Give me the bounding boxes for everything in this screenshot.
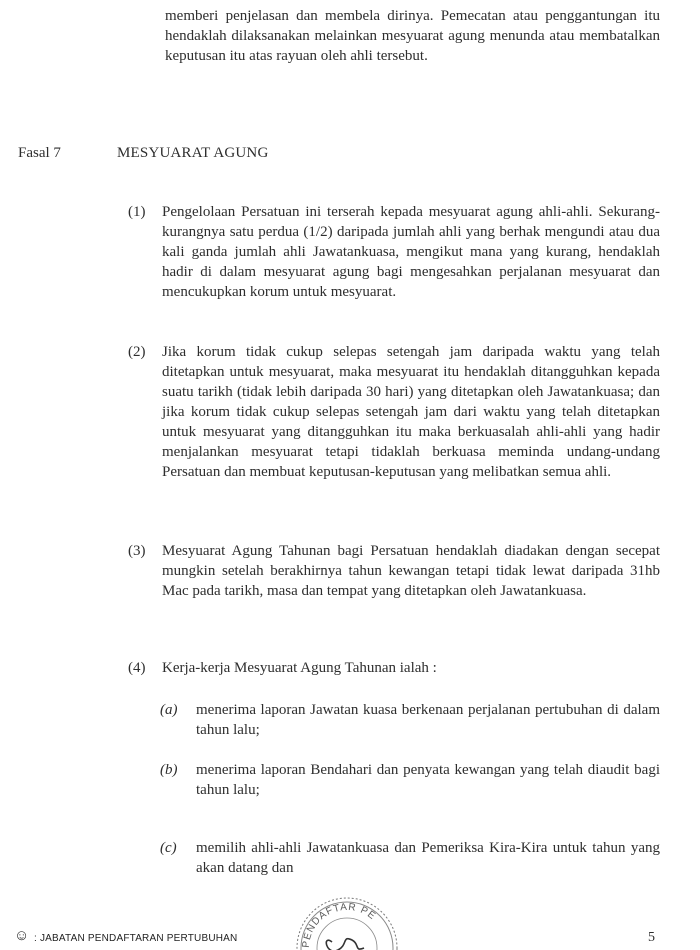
stamp-text: PENDAFTAR PE bbox=[300, 901, 378, 949]
paragraph-2 bbox=[128, 342, 660, 482]
section-title: MESYUARAT AGUNG bbox=[117, 145, 269, 161]
stamp-seal-icon bbox=[292, 890, 402, 950]
smiley-icon: ☺ bbox=[14, 928, 30, 944]
paragraph-number: (4) bbox=[128, 660, 146, 676]
subitem-text: memilih ahli-ahli Jawatankuasa dan Pemeriksa Kira-Kira untuk tahun yang akan datang dan bbox=[196, 840, 660, 876]
paragraph-text: Jika korum tidak cukup selepas setengah jam daripada waktu yang telah ditetapkan untuk mesyuarat, maka mesyuarat itu hendaklah ditangguhkan kepada suatu tarikh (tidak lebih daripada 30 hari) yang ditetapkan oleh Jawatankuasa; dan jika korum tidak cukup selepas setengah jam dari waktu yang telah ditetapkan untuk mesyuarat yang ditangguhkan itu maka berkuasalah ahli-ahli yang hadir menjalankan mesyuarat tetapi tidaklah berkuasa meminda undang-undang Persatuan dan membuat keputusan-keputusan yang melibatkan semua ahli. bbox=[162, 344, 660, 480]
subitem-c bbox=[160, 838, 660, 878]
paragraph-number: (2) bbox=[128, 344, 146, 360]
intro-paragraph: memberi penjelasan dan membela dirinya. Pemecatan atau penggantungan itu hendaklah dilaksanakan melainkan mesyuarat agung menunda atau membatalkan keputusan itu atas rayuan oleh ahli tersebut. bbox=[165, 8, 660, 64]
subitem-letter: (a) bbox=[160, 702, 178, 718]
paragraph-1 bbox=[128, 202, 660, 302]
paragraph-text: Pengelolaan Persatuan ini terserah kepada mesyuarat agung ahli-ahli. Sekurang-kurangnya satu perdua (1/2) daripada jumlah ahli yang berhak mengundi atau dua kali ganda jumlah ahli Jawatankuasa, mengikut mana yang kurang, hendaklah hadir di dalam mesyuarat agung bagi mengesahkan perjalanan mesyuarat dan mencukupkan korum untuk mesyuarat. bbox=[162, 204, 660, 300]
section-number: Fasal 7 bbox=[18, 145, 61, 161]
subitem-a bbox=[160, 700, 660, 740]
paragraph-number: (1) bbox=[128, 204, 146, 220]
official-stamp bbox=[292, 890, 402, 950]
signature-mark bbox=[326, 939, 364, 950]
subitem-b bbox=[160, 760, 660, 800]
subitem-text: menerima laporan Jawatan kuasa berkenaan perjalanan pertubuhan di dalam tahun lalu; bbox=[196, 702, 660, 738]
paragraph-text: Mesyuarat Agung Tahunan bagi Persatuan hendaklah diadakan dengan secepat mungkin setelah berakhirnya tahun kewangan tetapi tidak lewat daripada 31hb Mac pada tarikh, masa dan tempat yang ditetapkan oleh Jawatankuasa. bbox=[162, 543, 660, 599]
subitem-letter: (c) bbox=[160, 840, 177, 856]
paragraph-text: Kerja-kerja Mesyuarat Agung Tahunan ialah : bbox=[162, 660, 437, 676]
paragraph-4 bbox=[128, 658, 660, 678]
footer-agency-text: : JABATAN PENDAFTARAN PERTUBUHAN bbox=[34, 933, 238, 944]
subitem-letter: (b) bbox=[160, 762, 178, 778]
paragraph-number: (3) bbox=[128, 543, 146, 559]
paragraph-3 bbox=[128, 541, 660, 601]
page-number: 5 bbox=[648, 930, 655, 945]
subitem-text: menerima laporan Bendahari dan penyata kewangan yang telah diaudit bagi tahun lalu; bbox=[196, 762, 660, 798]
